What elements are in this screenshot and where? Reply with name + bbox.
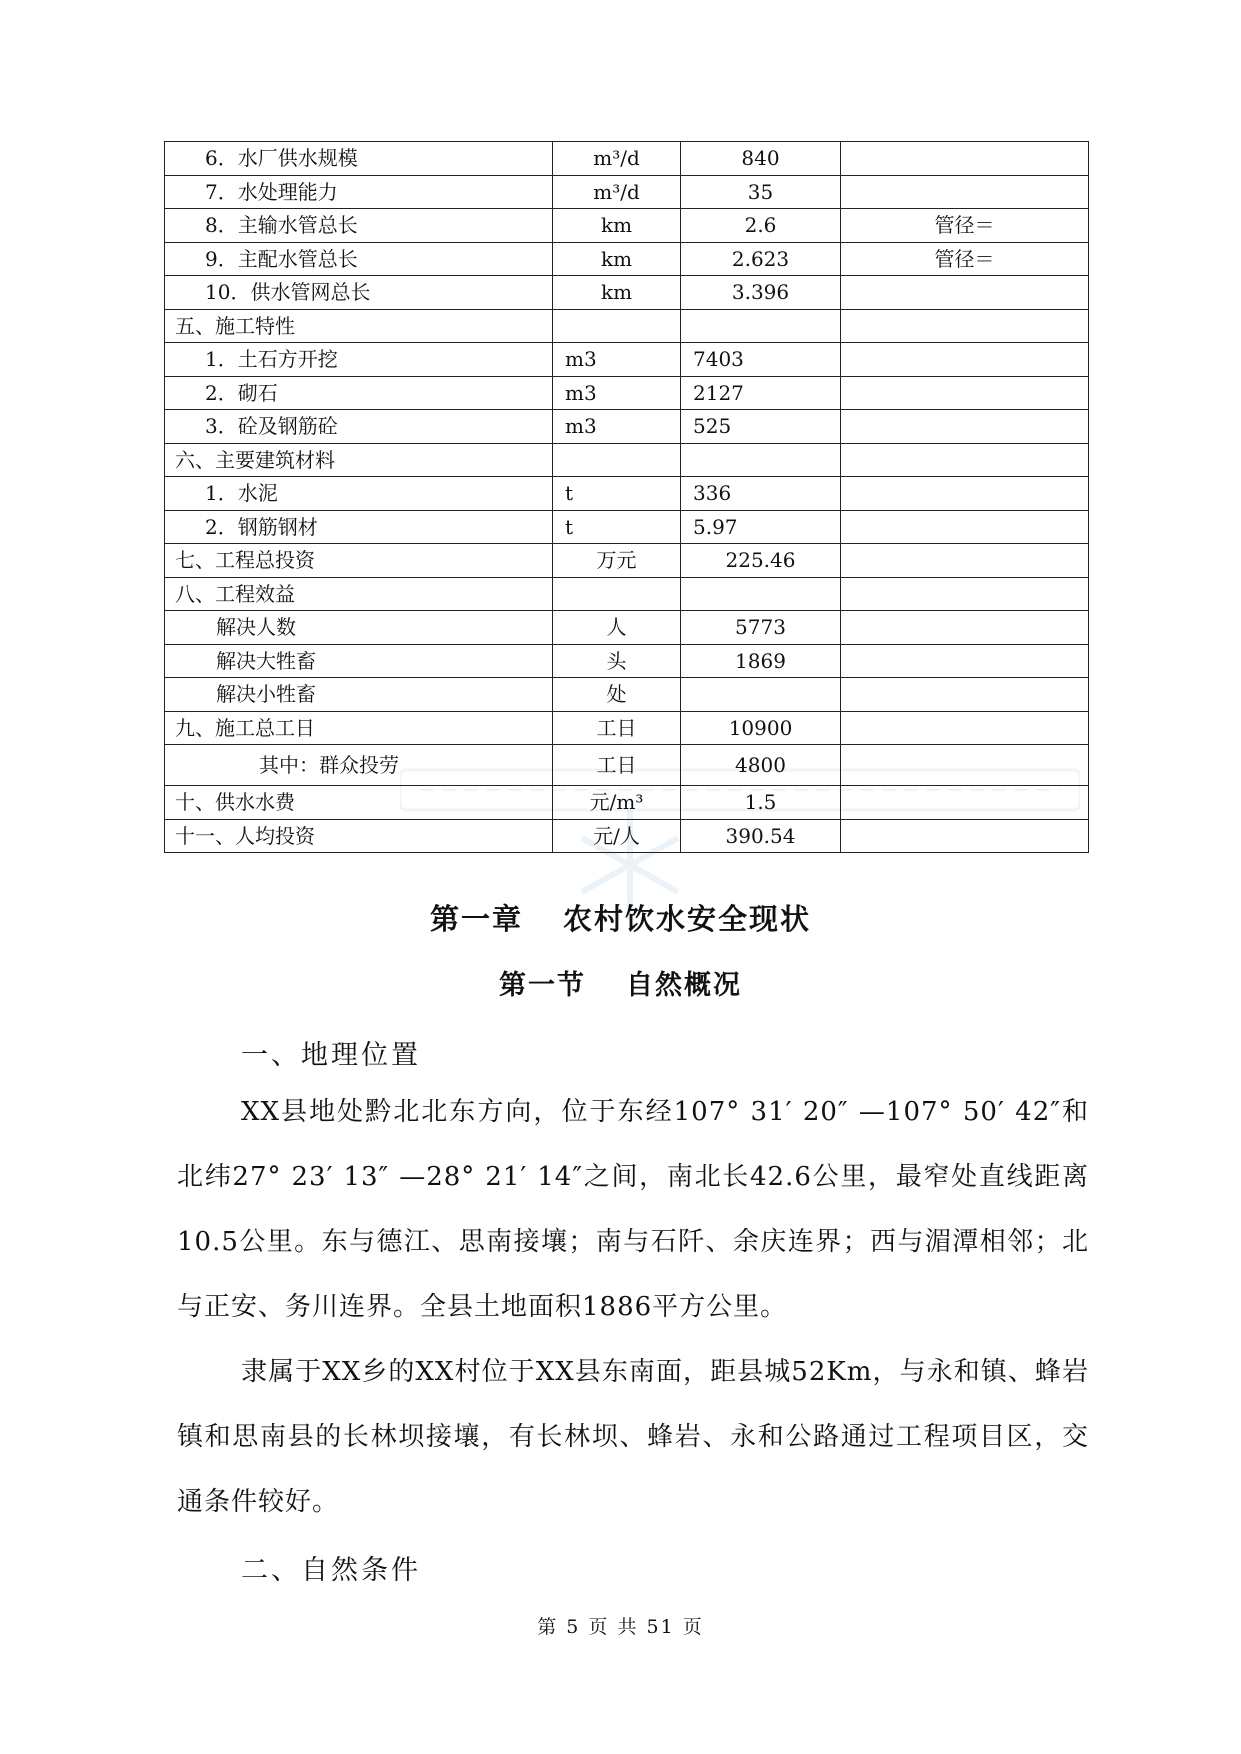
unit-cell: km — [553, 209, 681, 243]
table-row — [165, 510, 1089, 544]
unit-cell: 元/m³ — [553, 786, 681, 820]
chapter-number: 第一章 — [429, 902, 523, 936]
subheading-location: 一、地理位置 — [241, 1040, 421, 1071]
note-cell — [841, 544, 1089, 578]
section-number: 第一节 — [499, 970, 586, 1001]
unit-cell: 万元 — [553, 544, 681, 578]
project-spec-table — [164, 141, 1089, 853]
unit-cell: m3 — [553, 376, 681, 410]
note-cell — [841, 343, 1089, 377]
table-row — [165, 209, 1089, 243]
table-row — [165, 678, 1089, 712]
item-cell: 8．主输水管总长 — [165, 209, 553, 243]
unit-cell: m3 — [553, 410, 681, 444]
value-cell: 225.46 — [681, 544, 841, 578]
item-cell: 八、工程效益 — [165, 577, 553, 611]
table-row — [165, 544, 1089, 578]
value-cell — [681, 309, 841, 343]
unit-cell: 工日 — [553, 711, 681, 745]
note-cell — [841, 644, 1089, 678]
value-cell — [681, 577, 841, 611]
table-row — [165, 142, 1089, 176]
note-cell: 管径＝ — [841, 209, 1089, 243]
value-cell: 336 — [681, 477, 841, 511]
unit-cell: 人 — [553, 611, 681, 645]
unit-cell: t — [553, 477, 681, 511]
unit-cell — [553, 309, 681, 343]
item-cell: 解决小牲畜 — [165, 678, 553, 712]
table-row — [165, 819, 1089, 853]
value-cell — [681, 443, 841, 477]
unit-cell: m³/d — [553, 142, 681, 176]
note-cell: 管径＝ — [841, 242, 1089, 276]
table-row — [165, 309, 1089, 343]
value-cell: 390.54 — [681, 819, 841, 853]
item-cell: 1．土石方开挖 — [165, 343, 553, 377]
value-cell: 7403 — [681, 343, 841, 377]
table-row — [165, 276, 1089, 310]
value-cell: 10900 — [681, 711, 841, 745]
value-cell: 1869 — [681, 644, 841, 678]
value-cell: 2.623 — [681, 242, 841, 276]
unit-cell: km — [553, 276, 681, 310]
value-cell: 2127 — [681, 376, 841, 410]
value-cell — [681, 678, 841, 712]
note-cell — [841, 443, 1089, 477]
table-row — [165, 175, 1089, 209]
note-cell — [841, 678, 1089, 712]
note-cell — [841, 510, 1089, 544]
table-row — [165, 611, 1089, 645]
value-cell: 35 — [681, 175, 841, 209]
table-row — [165, 644, 1089, 678]
note-cell — [841, 786, 1089, 820]
table-row — [165, 443, 1089, 477]
value-cell: 3.396 — [681, 276, 841, 310]
table-row — [165, 745, 1089, 786]
note-cell — [841, 376, 1089, 410]
paragraph-village: 隶属于XX乡的XX村位于XX县东南面，距县城52Km，与永和镇、蜂岩镇和思南县的长林坝接壤，有长林坝、蜂岩、永和公路通过工程项目区，交通条件较好。 — [177, 1357, 1089, 1517]
unit-cell: 头 — [553, 644, 681, 678]
unit-cell: t — [553, 510, 681, 544]
value-cell: 5.97 — [681, 510, 841, 544]
note-cell — [841, 142, 1089, 176]
note-cell — [841, 819, 1089, 853]
item-cell: 六、主要建筑材料 — [165, 443, 553, 477]
item-cell: 3．砼及钢筋砼 — [165, 410, 553, 444]
paragraph-location: XX县地处黔北北东方向，位于东经107° 31′ 20″ —107° 50′ 42″和北纬27° 23′ 13″ —28° 21′ 14″之间，南北长42.6公里，最窄处直线距离10.5公里。东与德江、思南接壤；南与石阡、余庆连界；西与湄潭相邻；北与正安、务川连界。全县土地面积1886平方公里。 — [177, 1097, 1089, 1322]
note-cell — [841, 745, 1089, 786]
value-cell: 4800 — [681, 745, 841, 786]
note-cell — [841, 711, 1089, 745]
value-cell: 2.6 — [681, 209, 841, 243]
item-cell: 解决人数 — [165, 611, 553, 645]
item-cell: 其中：群众投劳 — [165, 745, 553, 786]
unit-cell: m³/d — [553, 175, 681, 209]
table-row — [165, 376, 1089, 410]
table-row — [165, 242, 1089, 276]
note-cell — [841, 309, 1089, 343]
unit-cell — [553, 443, 681, 477]
table-row — [165, 711, 1089, 745]
item-cell: 6．水厂供水规模 — [165, 142, 553, 176]
note-cell — [841, 276, 1089, 310]
item-cell: 2．砌石 — [165, 376, 553, 410]
note-cell — [841, 577, 1089, 611]
chapter-name: 农村饮水安全现状 — [563, 902, 812, 936]
value-cell: 525 — [681, 410, 841, 444]
section-title — [0, 963, 1241, 1002]
note-cell — [841, 611, 1089, 645]
note-cell — [841, 477, 1089, 511]
item-cell: 2．钢筋钢材 — [165, 510, 553, 544]
table-row — [165, 786, 1089, 820]
note-cell — [841, 410, 1089, 444]
item-cell: 解决大牲畜 — [165, 644, 553, 678]
chapter-title — [0, 897, 1241, 938]
item-cell: 五、施工特性 — [165, 309, 553, 343]
value-cell: 1.5 — [681, 786, 841, 820]
spec-table-body — [165, 142, 1089, 853]
item-cell: 7．水处理能力 — [165, 175, 553, 209]
table-row — [165, 343, 1089, 377]
subheading-natural-conditions: 二、自然条件 — [241, 1555, 421, 1586]
unit-cell: 处 — [553, 678, 681, 712]
page-footer: 第 5 页 共 51 页 — [537, 1616, 704, 1638]
table-row — [165, 477, 1089, 511]
item-cell: 十、供水水费 — [165, 786, 553, 820]
item-cell: 9．主配水管总长 — [165, 242, 553, 276]
value-cell: 840 — [681, 142, 841, 176]
unit-cell — [553, 577, 681, 611]
unit-cell: m3 — [553, 343, 681, 377]
note-cell — [841, 175, 1089, 209]
unit-cell: km — [553, 242, 681, 276]
item-cell: 七、工程总投资 — [165, 544, 553, 578]
unit-cell: 元/人 — [553, 819, 681, 853]
item-cell: 九、施工总工日 — [165, 711, 553, 745]
value-cell: 5773 — [681, 611, 841, 645]
item-cell: 十一、人均投资 — [165, 819, 553, 853]
table-row — [165, 577, 1089, 611]
unit-cell: 工日 — [553, 745, 681, 786]
section-name: 自然概况 — [626, 970, 742, 1001]
table-row — [165, 410, 1089, 444]
item-cell: 10．供水管网总长 — [165, 276, 553, 310]
item-cell: 1．水泥 — [165, 477, 553, 511]
